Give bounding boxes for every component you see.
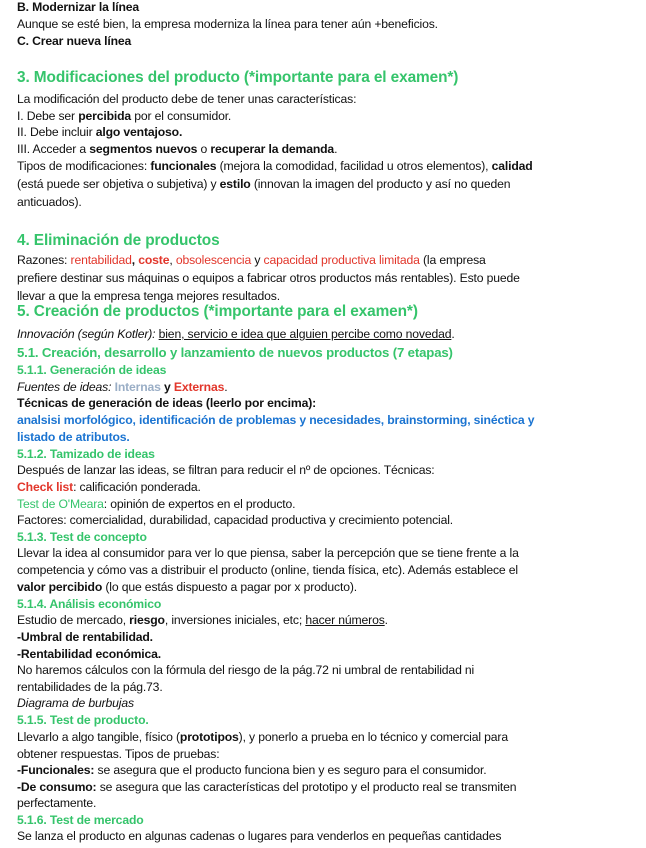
paragraph: Razones: rentabilidad, coste, obsolescencia y capacidad productiva limitada (la empresa <box>17 253 486 267</box>
section-4-heading: 4. Eliminación de productos <box>17 232 220 249</box>
paragraph: Fuentes de ideas: Internas y Externas. <box>17 380 228 394</box>
paragraph: obtener respuestas. Tipos de pruebas: <box>17 747 220 761</box>
paragraph: valor percibido (lo que estás dispuesto a pagar por x producto). <box>17 580 357 594</box>
section-5-1-3-heading: 5.1.3. Test de concepto <box>17 530 147 544</box>
section-5-1-heading: 5.1. Creación, desarrollo y lanzamiento de nuevos productos (7 etapas) <box>17 345 453 360</box>
paragraph: Innovación (según Kotler): bien, servicio e idea que alguien percibe como novedad. <box>17 327 455 341</box>
paragraph: Diagrama de burbujas <box>17 696 134 710</box>
section-5-1-1-heading: 5.1.1. Generación de ideas <box>17 363 167 377</box>
section-5-1-5-heading: 5.1.5. Test de producto. <box>17 713 149 727</box>
paragraph: anticuados). <box>17 195 82 209</box>
paragraph: La modificación del producto debe de tener unas características: <box>17 92 357 106</box>
section-5-1-2-heading: 5.1.2. Tamizado de ideas <box>17 447 155 461</box>
paragraph: Test de O'Meara: opinión de expertos en el producto. <box>17 497 296 511</box>
paragraph: -Rentabilidad económica. <box>17 647 162 661</box>
section-5-1-6-heading: 5.1.6. Test de mercado <box>17 813 144 827</box>
section-5-1-4-heading: 5.1.4. Análisis económico <box>17 597 162 611</box>
paragraph: Tipos de modificaciones: funcionales (mejora la comodidad, facilidad u otros elementos), calidad <box>17 159 533 173</box>
paragraph: Llevar la idea al consumidor para ver lo que piensa, saber la percepción que se tiene frente a la <box>17 546 519 560</box>
section-5-heading: 5. Creación de productos (*importante para el examen*) <box>17 303 418 320</box>
paragraph: Llevarlo a algo tangible, físico (prototipos), y ponerlo a prueba en lo técnico y comercial para <box>17 730 508 744</box>
paragraph: perfectamente. <box>17 796 97 810</box>
paragraph: Técnicas de generación de ideas (leerlo por encima): <box>17 396 317 410</box>
paragraph: Se lanza el producto en algunas cadenas o lugares para venderlos en pequeñas cantidades <box>17 829 502 843</box>
paragraph: No haremos cálculos con la fórmula del riesgo de la pág.72 ni umbral de rentabilidad ni <box>17 663 475 677</box>
list-item: I. Debe ser percibida por el consumidor. <box>17 109 232 123</box>
paragraph: analsisi morfológico, identificación de problemas y necesidades, brainstorming, sinéctica y <box>17 413 535 427</box>
section-3-heading: 3. Modificaciones del producto (*importante para el examen*) <box>17 69 459 86</box>
list-item: II. Debe incluir algo ventajoso. <box>17 125 183 139</box>
paragraph: -Umbral de rentabilidad. <box>17 630 153 644</box>
paragraph: Check list: calificación ponderada. <box>17 480 201 494</box>
paragraph: (está puede ser objetiva o subjetiva) y estilo (innovan la imagen del producto y así no queden <box>17 177 511 191</box>
subheading-c: C. Crear nueva línea <box>17 34 132 48</box>
paragraph: -De consumo: se asegura que las características del prototipo y el producto real se transmiten <box>17 780 517 794</box>
list-item: III. Acceder a segmentos nuevos o recuperar la demanda. <box>17 142 338 156</box>
paragraph: Aunque se esté bien, la empresa moderniza la línea para tener aún +beneficios. <box>17 17 438 31</box>
paragraph: listado de atributos. <box>17 430 130 444</box>
paragraph: rentabilidades de la pág.73. <box>17 680 163 694</box>
paragraph: -Funcionales: se asegura que el producto funciona bien y es seguro para el consumidor. <box>17 763 487 777</box>
paragraph: llevar a que la empresa tenga mejores resultados. <box>17 289 280 303</box>
paragraph: Estudio de mercado, riesgo, inversiones iniciales, etc; hacer números. <box>17 613 388 627</box>
paragraph: Factores: comercialidad, durabilidad, capacidad productiva y crecimiento potencial. <box>17 513 454 527</box>
paragraph: prefiere destinar sus máquinas o equipos a fabricar otros productos más rentables). Esto puede <box>17 271 520 285</box>
paragraph: competencia y cómo vas a distribuir el producto (online, tienda física, etc). Además establece el <box>17 563 518 577</box>
paragraph: Después de lanzar las ideas, se filtran para reducir el nº de opciones. Técnicas: <box>17 463 435 477</box>
subheading-b: B. Modernizar la línea <box>17 0 139 14</box>
